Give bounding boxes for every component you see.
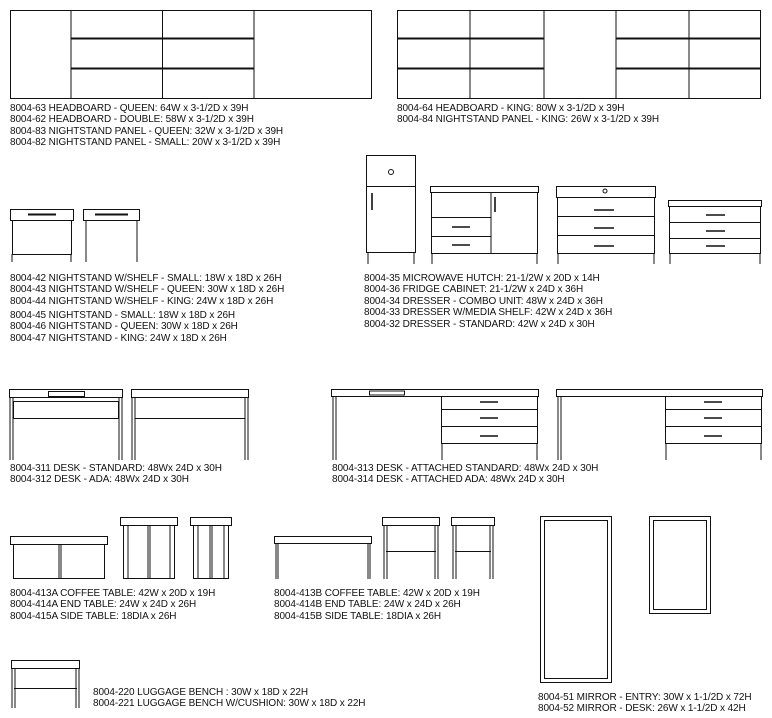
caption-line: 8004-415A SIDE TABLE: 18DIA x 26H [10, 610, 177, 622]
caption-line: 8004-64 HEADBOARD - KING: 80W x 3-1/2D x 39H [397, 103, 625, 114]
caption-line: 8004-221 LUGGAGE BENCH W/CUSHION: 30W x 18D x 22H [93, 698, 366, 710]
caption-headboard-group-1 [10, 103, 283, 149]
caption-line: 8004-36 FRIDGE CABINET: 21-1/2W x 24D x 36H [364, 284, 584, 296]
caption-bench [93, 687, 365, 710]
nightstand-shelf-drawing [11, 210, 74, 263]
caption-line: 8004-413A COFFEE TABLE: 42W x 20D x 19H [10, 588, 216, 599]
dresser-combo-drawing [431, 187, 539, 265]
caption-line: 8004-35 MICROWAVE HUTCH: 21-1/2W x 20D x 14H [364, 273, 600, 284]
luggage-bench-drawing [12, 661, 80, 709]
caption-line: 8004-34 DRESSER - COMBO UNIT: 48W x 24D x 36H [364, 295, 603, 307]
headboard-king-drawing [397, 10, 761, 99]
caption-line: 8004-415B SIDE TABLE: 18DIA x 26H [274, 610, 441, 622]
caption-desk [10, 463, 222, 486]
caption-line: 8004-313 DESK - ATTACHED STANDARD: 48Wx 24D x 30H [332, 463, 599, 474]
caption-line: 8004-62 HEADBOARD - DOUBLE: 58W x 3-1/2D x 39H [10, 114, 254, 126]
caption-line: 8004-414B END TABLE: 24W x 24D x 26H [274, 599, 461, 611]
caption-line: 8004-46 NIGHTSTAND - QUEEN: 30W x 18D x 26H [10, 321, 238, 333]
desk-attached-standard-drawing [332, 390, 539, 461]
caption-tables-a [10, 588, 215, 622]
tables-a-drawing [11, 518, 232, 580]
desk-attached-ada-drawing [557, 390, 763, 461]
caption-line: 8004-47 NIGHTSTAND - KING: 24W x 18D x 26H [10, 332, 227, 344]
desk-standard-drawing [10, 390, 123, 461]
caption-nightstand-shelf [10, 273, 284, 307]
caption-line: 8004-45 NIGHTSTAND - SMALL: 18W x 18D x 26H [10, 310, 236, 321]
caption-line: 8004-63 HEADBOARD - QUEEN: 64W x 3-1/2D x 39H [10, 103, 249, 114]
tables-b-drawing [275, 518, 495, 580]
mirror-desk-drawing [650, 517, 711, 614]
caption-line: 8004-82 NIGHTSTAND PANEL - SMALL: 20W x 3-1/2D x 39H [10, 137, 281, 149]
caption-line: 8004-311 DESK - STANDARD: 48Wx 24D x 30H [10, 463, 222, 474]
caption-line: 8004-314 DESK - ATTACHED ADA: 48Wx 24D x 30H [332, 474, 565, 486]
caption-line: 8004-413B COFFEE TABLE: 42W x 20D x 19H [274, 588, 480, 599]
caption-desk-attached [332, 463, 598, 486]
caption-nightstand [10, 310, 238, 344]
caption-mirror [538, 692, 751, 715]
caption-line: 8004-33 DRESSER W/MEDIA SHELF: 42W x 24D x 36H [364, 307, 613, 319]
caption-line: 8004-84 NIGHTSTAND PANEL - KING: 26W x 3-1/2D x 39H [397, 114, 660, 126]
caption-line: 8004-44 NIGHTSTAND W/SHELF - KING: 24W x 18D x 26H [10, 295, 274, 307]
headboard-queen-drawing [11, 10, 372, 99]
desk-ada-drawing [132, 390, 249, 461]
dresser-standard-drawing [669, 201, 762, 265]
microwave-fridge-drawing [367, 156, 416, 265]
caption-tables-b [274, 588, 480, 622]
mirror-entry-drawing [541, 517, 612, 683]
caption-headboard-group-2 [397, 103, 659, 126]
dresser-media-drawing [557, 187, 656, 265]
caption-line: 8004-52 MIRROR - DESK: 26W x 1-1/2D x 42H [538, 703, 746, 715]
caption-line: 8004-51 MIRROR - ENTRY: 30W x 1-1/2D x 72H [538, 692, 752, 703]
caption-cabinets [364, 273, 612, 330]
caption-line: 8004-43 NIGHTSTAND W/SHELF - QUEEN: 30W x 18D x 26H [10, 284, 285, 296]
caption-line: 8004-42 NIGHTSTAND W/SHELF - SMALL: 18W x 18D x 26H [10, 273, 282, 284]
caption-line: 8004-83 NIGHTSTAND PANEL - QUEEN: 32W x 3-1/2D x 39H [10, 125, 284, 137]
caption-line: 8004-414A END TABLE: 24W x 24D x 26H [10, 599, 197, 611]
caption-line: 8004-220 LUGGAGE BENCH : 30W x 18D x 22H [93, 687, 308, 698]
nightstand-drawing [84, 210, 140, 263]
caption-line: 8004-32 DRESSER - STANDARD: 42W x 24D x 30H [364, 318, 595, 330]
caption-line: 8004-312 DESK - ADA: 48Wx 24D x 30H [10, 474, 189, 486]
